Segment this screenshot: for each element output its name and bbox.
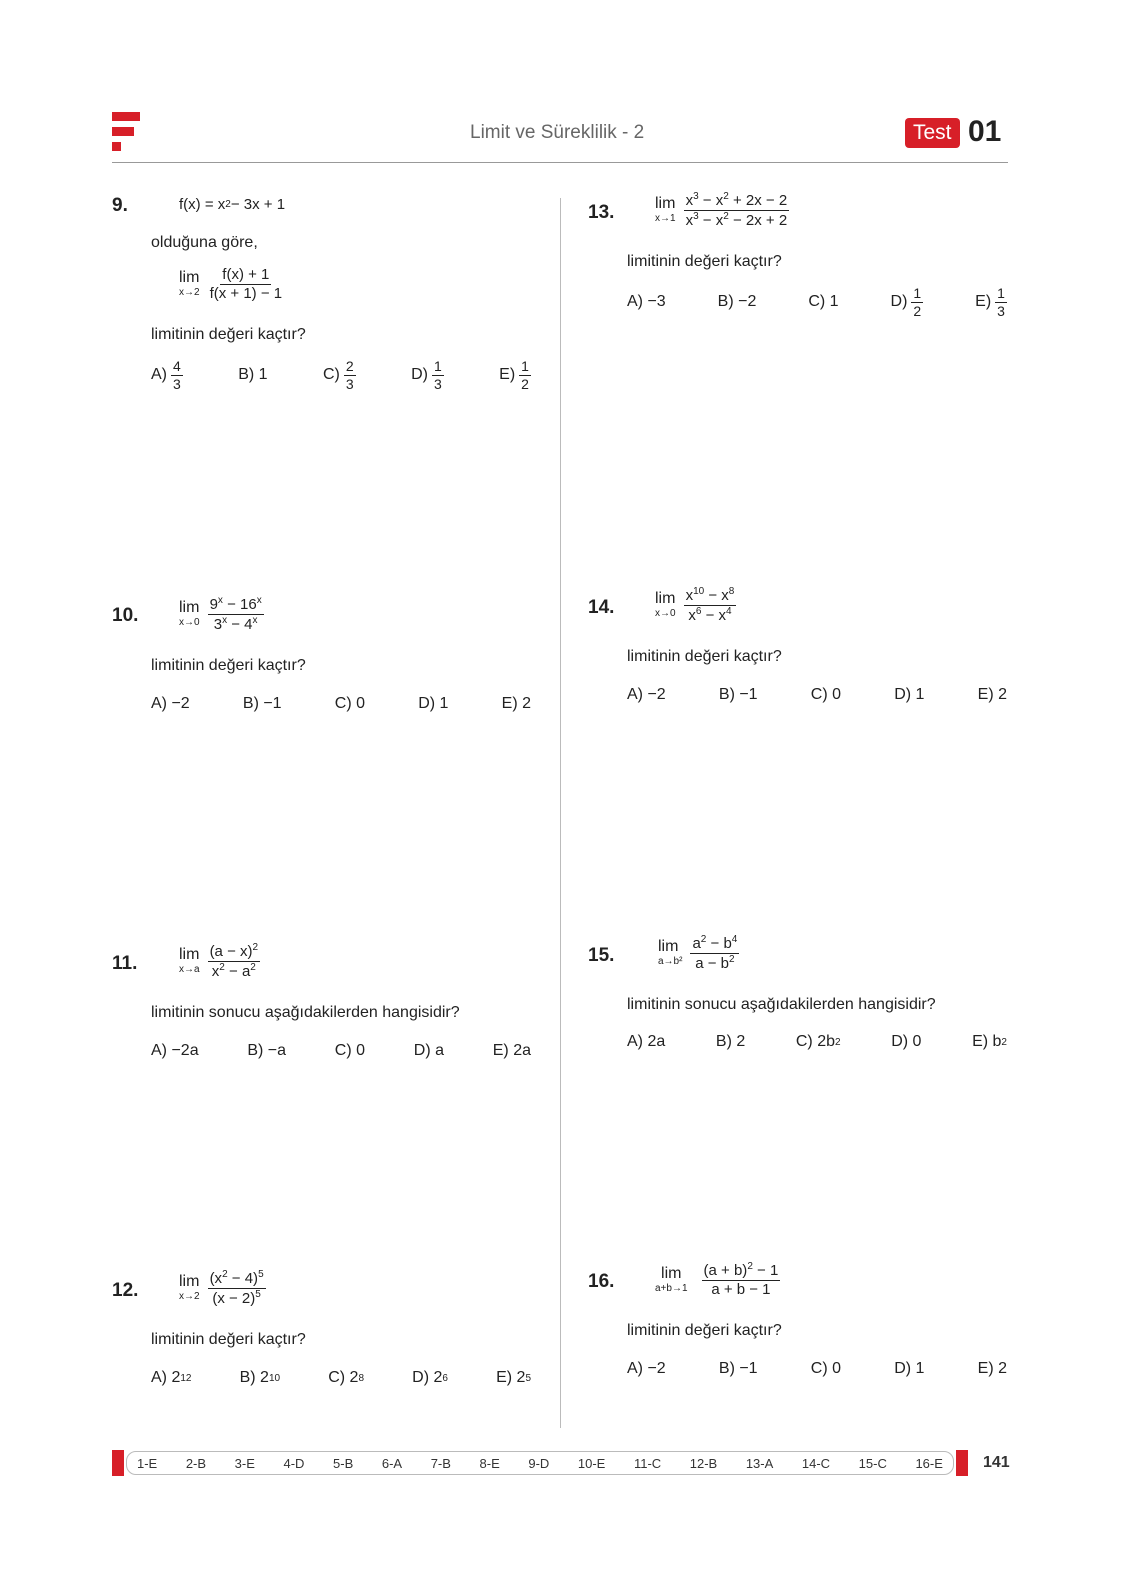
- fraction: $\frac{x^{10} - x^8}{x^6 - x^4}$: [685, 586, 735, 624]
- option-e[interactable]: E) 2 5: [496, 1369, 531, 1386]
- option-e[interactable]: E) $\frac{1}{2}$: [499, 358, 529, 392]
- question-number: 14.: [588, 597, 615, 618]
- answer-key-item: 15-C: [858, 1455, 887, 1471]
- option-c[interactable]: C) 0: [810, 686, 842, 703]
- answer-key-item: 3-E: [234, 1455, 255, 1471]
- test-badge: Test: [905, 118, 960, 148]
- option-d[interactable]: D) 1: [894, 1360, 925, 1377]
- option-c[interactable]: C) 0: [810, 1360, 842, 1377]
- question-9: [112, 195, 542, 415]
- question-prompt: limitinin değeri kaçtır?: [627, 1322, 782, 1339]
- limit-expression: lim x→1 $\frac{x^3 - x^2 + 2x - 2}{x^3 - x^2 - 2x + 2}$: [655, 191, 788, 229]
- question-11: [112, 943, 542, 1073]
- answer-key-item: 13-A: [745, 1455, 774, 1471]
- page-title: Limit ve Süreklilik - 2: [470, 122, 645, 143]
- connector-text: olduğuna göre,: [151, 234, 258, 251]
- option-a[interactable]: A) −2: [627, 686, 666, 703]
- option-c[interactable]: C) 2b 2: [795, 1033, 841, 1050]
- option-e[interactable]: E) 2: [977, 686, 1007, 703]
- limit-expression: lim x→0 $\frac{9^x - 16^x}{3^x - 4^x}$: [179, 595, 262, 633]
- answer-key-item: 7-B: [430, 1455, 451, 1471]
- question-number: 13.: [588, 202, 615, 223]
- question-number: 10.: [112, 605, 139, 626]
- option-c[interactable]: C) 2 8: [328, 1369, 365, 1386]
- option-d[interactable]: D) a: [413, 1042, 444, 1059]
- option-a[interactable]: A) −2: [627, 1360, 666, 1377]
- answer-options: [627, 686, 1007, 704]
- option-b[interactable]: B) −a: [247, 1042, 287, 1059]
- question-number: 9.: [112, 195, 128, 216]
- question-number: 12.: [112, 1280, 139, 1301]
- option-e[interactable]: E) 2a: [492, 1042, 531, 1059]
- answer-options: [627, 286, 1007, 318]
- question-16: [588, 1262, 1018, 1392]
- answer-key-item: 14-C: [801, 1455, 831, 1471]
- fraction: $\frac{x^3 - x^2 + 2x - 2}{x^3 - x^2 - 2x + 2}$: [685, 191, 788, 229]
- answer-key-item: 5-B: [333, 1455, 354, 1471]
- limit-expression: lim x→2 $\frac{f(x) + 1}{f(x + 1) - 1}$: [179, 266, 283, 302]
- footer-accent-left: [112, 1450, 124, 1476]
- option-c[interactable]: C) $\frac{2}{3}$: [322, 358, 354, 392]
- given-function: f(x) = x 2 − 3x + 1: [179, 196, 286, 213]
- option-b[interactable]: B) 2 10: [239, 1369, 281, 1386]
- option-b[interactable]: B) 1: [238, 366, 268, 384]
- option-b[interactable]: B) −2: [717, 293, 757, 311]
- option-a[interactable]: A) $\frac{4}{3}$: [151, 358, 181, 392]
- question-13: [588, 192, 1018, 342]
- question-prompt: limitinin değeri kaçtır?: [151, 657, 306, 674]
- answer-options: [627, 1033, 1007, 1051]
- question-10: [112, 596, 542, 726]
- column-divider: [560, 198, 561, 1428]
- option-c[interactable]: C) 0: [334, 1042, 366, 1059]
- option-a[interactable]: A) −2: [151, 695, 190, 712]
- footer-accent-right: [956, 1450, 968, 1476]
- option-a[interactable]: A) 2a: [627, 1033, 666, 1050]
- answer-key-item: 10-E: [577, 1455, 606, 1471]
- question-number: 16.: [588, 1271, 615, 1292]
- option-b[interactable]: B) 2: [715, 1033, 746, 1050]
- answer-options: [627, 1360, 1007, 1378]
- fraction: $\frac{a^2 - b^4}{a - b^2}$: [692, 934, 738, 972]
- option-d[interactable]: D) 2 6: [412, 1369, 448, 1386]
- option-e[interactable]: E) $\frac{1}{3}$: [975, 285, 1005, 319]
- fraction: $\frac{9^x - 16^x}{3^x - 4^x}$: [209, 595, 262, 633]
- question-14: [588, 587, 1018, 717]
- test-number: 01: [968, 115, 1002, 148]
- question-15: [588, 935, 1018, 1065]
- option-a[interactable]: A) −2a: [151, 1042, 199, 1059]
- answer-key-item: 1-E: [137, 1455, 158, 1471]
- fraction: $\frac{f(x) + 1}{f(x + 1) - 1}$: [209, 266, 283, 302]
- answer-key-item: 11-C: [633, 1455, 662, 1471]
- option-b[interactable]: B) −1: [718, 1360, 758, 1377]
- answer-key-item: 9-D: [528, 1455, 550, 1471]
- fraction: $\frac{(x^2 - 4)^5}{(x - 2)^5}$: [209, 1269, 264, 1307]
- option-d[interactable]: D) $\frac{1}{2}$: [890, 285, 922, 319]
- question-prompt: limitinin değeri kaçtır?: [151, 326, 306, 343]
- option-e[interactable]: E) b 2: [972, 1033, 1007, 1050]
- fraction: $\frac{(a - x)^2}{x^2 - a^2}$: [209, 942, 259, 980]
- question-prompt: limitinin sonucu aşağıdakilerden hangisidir?: [151, 1004, 460, 1021]
- option-e[interactable]: E) 2: [977, 1360, 1007, 1377]
- limit-expression: lim x→2 $\frac{(x^2 - 4)^5}{(x - 2)^5}$: [179, 1269, 264, 1307]
- option-b[interactable]: B) −1: [718, 686, 758, 703]
- answer-key: [126, 1451, 954, 1475]
- option-d[interactable]: D) 1: [418, 695, 449, 712]
- answer-options: [151, 695, 531, 713]
- answer-key-item: 16-E: [915, 1455, 943, 1471]
- fraction: $\frac{(a + b)^2 - 1}{a + b - 1}$: [703, 1261, 779, 1298]
- question-number: 15.: [588, 945, 615, 966]
- limit-expression: lim x→0 $\frac{x^{10} - x^8}{x^6 - x^4}$: [655, 586, 735, 624]
- question-12: [112, 1270, 542, 1400]
- option-e[interactable]: E) 2: [501, 695, 531, 712]
- answer-key-item: 12-B: [689, 1455, 718, 1471]
- answer-options: [151, 1042, 531, 1060]
- answer-key-item: 8-E: [479, 1455, 500, 1471]
- question-prompt: limitinin değeri kaçtır?: [627, 253, 782, 270]
- answer-key-item: 2-B: [185, 1455, 207, 1471]
- question-prompt: limitinin değeri kaçtır?: [151, 1331, 306, 1348]
- answer-key-item: 4-D: [283, 1455, 305, 1471]
- option-a[interactable]: A) 2 12: [151, 1369, 192, 1386]
- option-c[interactable]: C) 1: [808, 293, 839, 311]
- question-prompt: limitinin sonucu aşağıdakilerden hangisidir?: [627, 996, 936, 1013]
- header-divider: [112, 162, 1008, 163]
- option-c[interactable]: C) 0: [334, 695, 366, 712]
- limit-expression: lim a→b² $\frac{a^2 - b^4}{a - b^2}$: [658, 934, 738, 972]
- page-number: 141: [983, 1454, 1010, 1471]
- limit-expression: lim a+b→1 $\frac{(a + b)^2 - 1}{a + b - 1}$: [655, 1261, 779, 1298]
- limit-expression: lim x→a $\frac{(a - x)^2}{x^2 - a^2}$: [179, 942, 259, 980]
- option-d[interactable]: D) $\frac{1}{3}$: [411, 358, 442, 392]
- publisher-logo: [112, 112, 142, 152]
- answer-options: [151, 359, 531, 391]
- question-number: 11.: [112, 953, 138, 974]
- option-b[interactable]: B) −1: [242, 695, 282, 712]
- option-d[interactable]: D) 1: [894, 686, 925, 703]
- question-prompt: limitinin değeri kaçtır?: [627, 648, 782, 665]
- option-a[interactable]: A) −3: [627, 293, 666, 311]
- answer-options: [151, 1369, 531, 1387]
- answer-key-item: 6-A: [381, 1455, 403, 1471]
- option-d[interactable]: D) 0: [891, 1033, 922, 1050]
